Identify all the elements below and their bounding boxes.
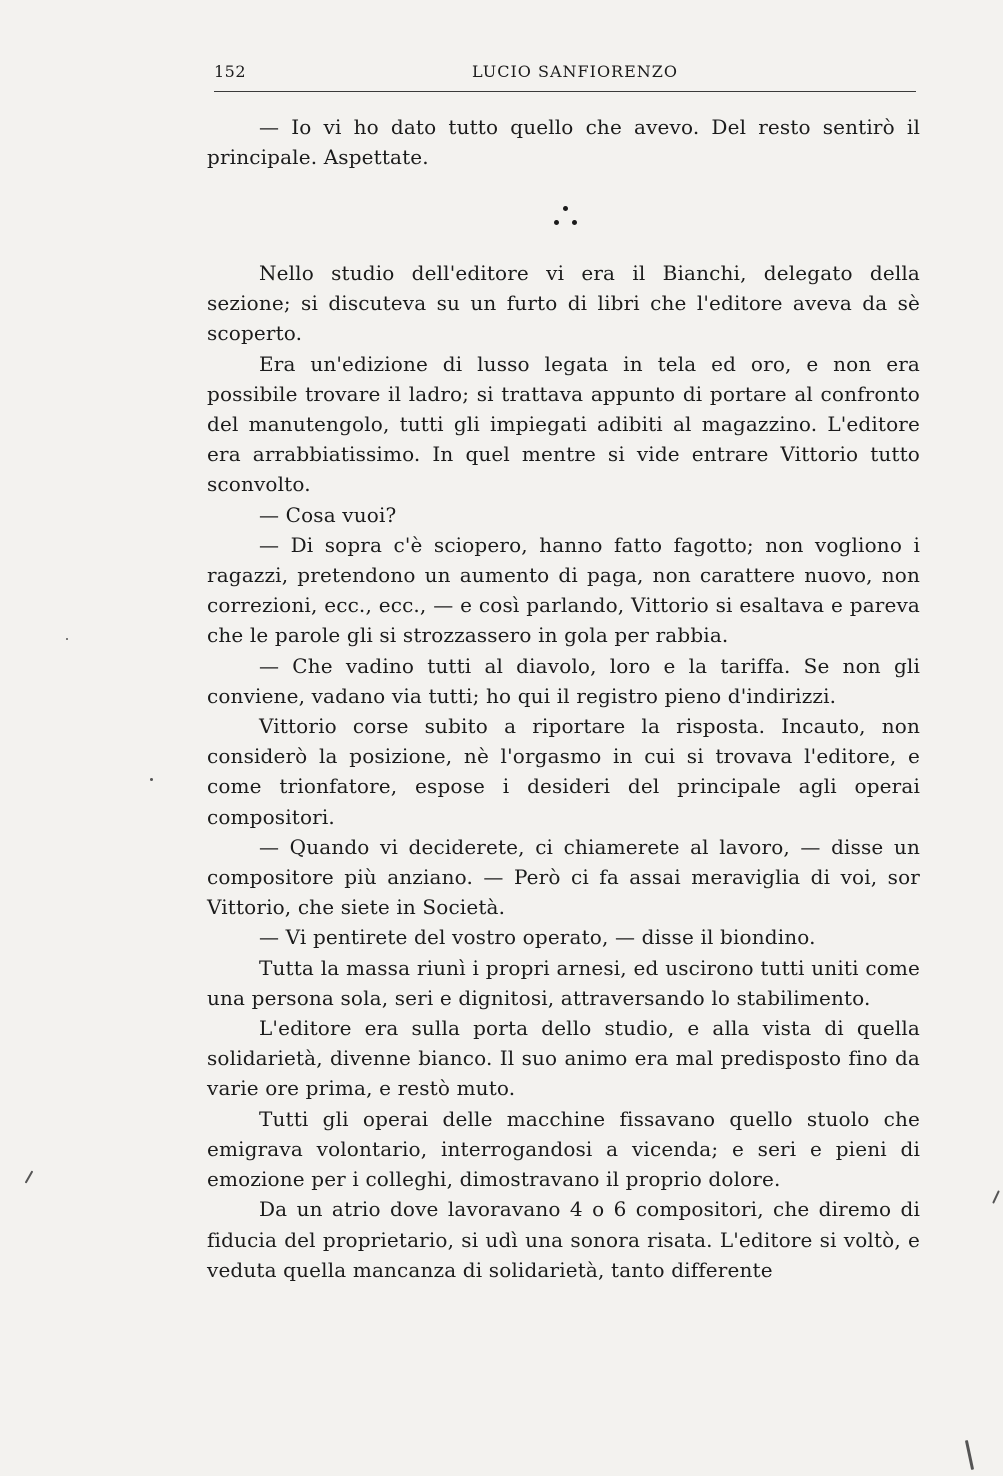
- header-rule: [214, 91, 916, 92]
- paper-speck: [150, 778, 153, 781]
- paragraph: Tutta la massa riunì i propri arnesi, ed uscirono tutti uniti come una persona sola, seri e dignitosi, attraversando lo stabilimento.: [207, 955, 920, 1010]
- paragraph: Nello studio dell'editore vi era il Bianchi, delegato della sezione; si discuteva su un furto di libri che l'editore aveva da sè scoperto.: [207, 261, 920, 346]
- running-title: LUCIO SANFIORENZO: [472, 62, 679, 81]
- paragraph: Vittorio corse subito a riportare la risposta. Incauto, non considerò la posizione, nè l'orgasmo in cui si trovava l'editore, e come trionfatore, espose i desideri del principale agli operai compositori.: [207, 714, 920, 829]
- paragraph: Tutti gli operai delle macchine fissavano quello stuolo che emigrava volontario, interrogandosi a vicenda; e seri e pieni di emozione per i colleghi, dimostravano il proprio dolore.: [207, 1106, 920, 1192]
- asterism-dot: [563, 206, 568, 211]
- paragraph: — Cosa vuoi?: [259, 502, 397, 527]
- paragraph: Era un'edizione di lusso legata in tela ed oro, e non era possibile trovare il ladro; si trattava appunto di portare al confronto del manutengolo, tutti gli impiegati adibiti al magazzino. L'editore era arrabbiatissimo. In quel mentre si vide entrare Vittorio tutto sconvolto.: [207, 351, 920, 497]
- paragraph: — Io vi ho dato tutto quello che avevo. Del resto sentirò il principale. Aspettate.: [207, 115, 920, 170]
- paragraph: — Di sopra c'è sciopero, hanno fatto fagotto; non vogliono i ragazzi, pretendono un aumento di paga, non carattere nuovo, non correzioni, ecc., ecc., — e così parlando, Vittorio si esaltava e pareva che le parole gli si strozzassero in gola per rabbia.: [207, 532, 920, 648]
- asterism-icon: [549, 198, 585, 238]
- paragraph: — Che vadino tutti al diavolo, loro e la tariffa. Se non gli conviene, vadano via tutti; ho qui il registro pieno d'indirizzi.: [207, 653, 920, 708]
- asterism-dot: [554, 220, 559, 225]
- paper-mark: [965, 1440, 974, 1470]
- paper-mark: [25, 1170, 34, 1183]
- paper-mark: [992, 1190, 1000, 1204]
- paragraph: L'editore era sulla porta dello studio, e alla vista di quella solidarietà, divenne bianco. Il suo animo era mal predisposto fino da varie ore prima, e restò muto.: [207, 1016, 920, 1101]
- opening-dialogue: [207, 112, 920, 172]
- asterism-dot: [572, 220, 577, 225]
- paragraph: Da un atrio dove lavoravano 4 o 6 compositori, che diremo di fiducia del proprietario, si udì una sonora risata. L'editore si voltò, e veduta quella mancanza di solidarietà, tanto differente: [207, 1197, 920, 1282]
- chapter-body: [207, 258, 920, 1285]
- page-number: 152: [214, 62, 247, 81]
- paper-speck: [66, 638, 68, 640]
- paragraph: — Quando vi deciderete, ci chiamerete al lavoro, — disse un compositore più anziano. — Però ci fa assai meraviglia di voi, sor Vittorio, che siete in Società.: [207, 834, 920, 920]
- paragraph: — Vi pentirete del vostro operato, — disse il biondino.: [259, 925, 816, 950]
